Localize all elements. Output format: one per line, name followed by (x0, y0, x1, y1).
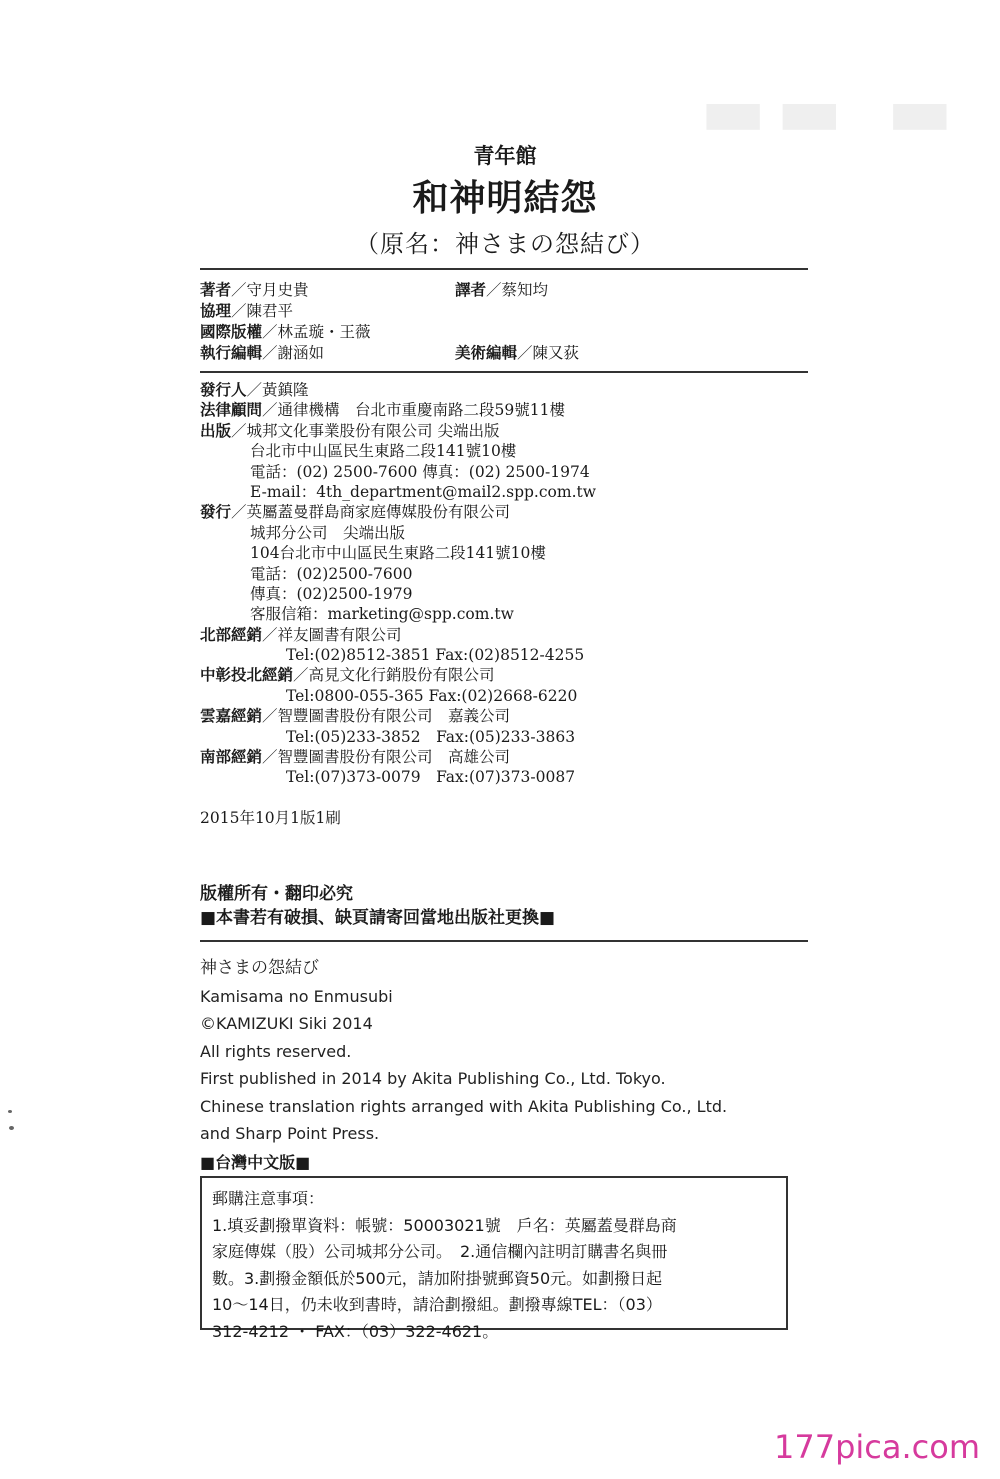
site-watermark: 177pica.com (774, 1428, 980, 1466)
publishing-line (200, 747, 810, 767)
publishing-line (200, 604, 810, 624)
publishing-line (200, 400, 810, 420)
mail-order-line: 10～14日，仍未收到書時，請洽劃撥組。劃撥專線TEL：（03） (212, 1295, 662, 1314)
rights-notice: 版權所有・翻印必究 (200, 884, 353, 904)
publishing-text: Tel:(05)233-3852 Fax:(05)233-3863 (286, 727, 576, 746)
translation-rights-cont: and Sharp Point Press. (200, 1124, 380, 1143)
first-published: First published in 2014 by Akita Publishing Co., Ltd. Tokyo. (200, 1069, 666, 1088)
publishing-text: Tel:(07)373-0079 Fax:(07)373-0087 (286, 768, 576, 787)
mail-order-box (200, 1176, 788, 1341)
publishing-line (200, 482, 810, 502)
mail-order-line: 1.填妥劃撥單資料：帳號：50003021號 戶名：英屬蓋曼群島商 (212, 1215, 677, 1235)
publishing-info (200, 380, 810, 788)
author-name: ／守月史貴 (231, 281, 309, 299)
assistant-name: ／陳君平 (231, 302, 294, 320)
mail-order-line: 家庭傳媒（股）公司城邦分公司。 2.通信欄內註明訂購書名與冊 (212, 1242, 668, 1261)
publishing-line (200, 584, 810, 604)
divider (200, 371, 808, 373)
translator-name: ／蔡知均 (486, 281, 549, 299)
publishing-line (200, 462, 810, 482)
original-title-romaji: Kamisama no Enmusubi (200, 986, 393, 1006)
publishing-line (200, 543, 810, 563)
print-date: 2015年10月1版1刷 (200, 809, 341, 827)
publishing-line (200, 767, 810, 787)
publishing-line (200, 523, 810, 543)
publishing-text: ／智豐圖書股份有限公司 高雄公司 (262, 748, 511, 767)
publishing-line (200, 706, 810, 726)
publishing-text: E-mail：4th_department@mail2.spp.com.tw (250, 482, 596, 501)
publishing-label: 北部經銷 (200, 625, 263, 644)
book-title: 和神明結怨 (412, 178, 598, 219)
intl-rights-label: 國際版權 (200, 323, 263, 341)
publishing-text: 城邦分公司 尖端出版 (250, 523, 406, 542)
publishing-line (200, 564, 810, 584)
author-label: 著者 (200, 281, 232, 299)
mail-order-line: 312-4212 ・ FAX：（03）322-4621。 (212, 1321, 499, 1341)
publishing-text: ／高見文化行銷股份有限公司 (293, 666, 495, 685)
edition-label: ■台灣中文版■ (200, 1153, 311, 1172)
intl-rights-names: ／林孟璇・王薇 (262, 323, 371, 341)
publishing-text: ／祥友圖書有限公司 (262, 625, 402, 644)
mail-order-title: 郵購注意事項： (212, 1189, 325, 1208)
copyright-line: ©KAMIZUKI Siki 2014 (200, 1014, 373, 1033)
original-edition-info (200, 955, 810, 1148)
original-title-jp: 神さまの怨結び (200, 958, 319, 978)
credits-block (200, 278, 810, 362)
publishing-line (200, 502, 810, 522)
publishing-line (200, 727, 810, 747)
publishing-label: 發行 (200, 503, 232, 522)
divider (200, 268, 808, 270)
publishing-text: ／通律機構 台北市重慶南路二段59號11樓 (262, 401, 565, 420)
publishing-text: ／智豐圖書股份有限公司 嘉義公司 (262, 707, 511, 726)
publishing-text: 客服信箱：marketing@spp.com.tw (250, 605, 514, 624)
publishing-text: 台北市中山區民生東路二段141號10樓 (250, 442, 517, 461)
publishing-line (200, 441, 810, 461)
damage-notice: ■本書若有破損、缺頁請寄回當地出版社更換■ (200, 908, 556, 928)
publishing-label: 南部經銷 (200, 748, 263, 767)
bleed-through-mark: ▬▬ ▬ (700, 70, 963, 152)
publishing-label: 法律顧問 (200, 401, 263, 420)
publishing-line (200, 625, 810, 645)
rights-reserved: All rights reserved. (200, 1041, 352, 1061)
translation-rights: Chinese translation rights arranged with Akita Publishing Co., Ltd. (200, 1096, 728, 1116)
scan-speck (8, 1110, 12, 1113)
original-title: （原名：神さまの怨結び） (355, 230, 655, 258)
publishing-line (200, 421, 810, 441)
exec-editor-name: ／謝涵如 (262, 344, 325, 362)
mail-order-line: 數。3.劃撥金額低於500元，請加附掛號郵資50元。如劃撥日起 (212, 1268, 663, 1288)
exec-editor-label: 執行編輯 (200, 344, 263, 362)
publishing-text: Tel:(02)8512-3851 Fax:(02)8512-4255 (286, 646, 585, 665)
publishing-line (200, 380, 810, 400)
publishing-text: ／城邦文化事業股份有限公司 尖端出版 (231, 421, 500, 440)
assistant-label: 協理 (200, 302, 232, 320)
publishing-text: Tel:0800-055-365 Fax:(02)2668-6220 (286, 686, 578, 705)
art-editor-name: ／陳又荻 (517, 344, 580, 362)
series-name: 青年館 (473, 144, 537, 168)
publishing-label: 發行人 (200, 381, 247, 399)
publishing-text: ／黃鎮隆 (246, 381, 309, 399)
publishing-text: ／英屬蓋曼群島商家庭傳媒股份有限公司 (231, 503, 511, 522)
rights-block (200, 882, 555, 930)
divider (200, 940, 808, 942)
translator-label: 譯者 (455, 281, 487, 299)
publishing-label: 雲嘉經銷 (200, 707, 263, 726)
publishing-line (200, 686, 810, 706)
scan-speck (9, 1126, 14, 1130)
publishing-line (200, 645, 810, 665)
publishing-text: 傳真：(02)2500-1979 (250, 584, 413, 603)
publishing-text: 電話：(02)2500-7600 (250, 564, 413, 583)
publishing-label: 出版 (200, 421, 232, 440)
publishing-label: 中彰投北經銷 (200, 666, 294, 685)
publishing-text: 104台北市中山區民生東路二段141號10樓 (250, 544, 546, 563)
publishing-line (200, 665, 810, 685)
publishing-text: 電話：(02) 2500-7600 傳真：(02) 2500-1974 (250, 462, 590, 481)
art-editor-label: 美術編輯 (455, 344, 518, 362)
